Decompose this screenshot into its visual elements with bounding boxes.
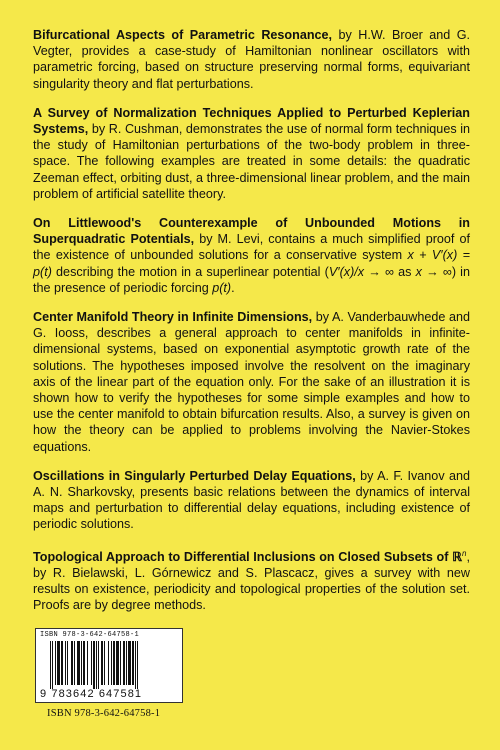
equation-forcing: p(t) (212, 280, 232, 295)
equation-potential-ratio: V′(x)/x (328, 264, 365, 279)
entry-body: by R. Cushman, demonstrates the use of normal form techniques in the study of Hamiltonian perturbations of the two-body problem in three-space. The following examples are treated in some details: the quadratic Zeeman effect, orbiting dust, a three-dimensional linear problem, and the main problem of artificial satellite theory. (33, 122, 470, 201)
entry-title: Topological Approach to Differential Inclusions on Closed Subsets of ℝ (33, 549, 463, 564)
entry-body: by A. Vanderbauwhede and G. Iooss, describes a general approach to center manifolds in infinite-dimensional systems, based on exponential asymptotic growth rate of the solutions. The hypotheses imposed involve the resolvent on the imaginary axis of the linear part of the equation only. For the sake of an illustration it is shown how to verify the hypotheses for some simple examples and how to use the center manifold to obtain bifurcation results. Also, a survey is given on how the theory can be applied to problems involving the Navier-Stokes equations. (33, 310, 471, 454)
entry-body: . (231, 280, 235, 295)
entry-title: A Survey of Normalization Techniques Applied to Perturbed Keplerian Systems, (33, 105, 470, 137)
entry-center-manifold (33, 309, 470, 455)
entry-differential-inclusions (33, 546, 470, 614)
entry-title: On Littlewood's Counterexample of Unbounded Motions in Superquadratic Potentials, (33, 216, 470, 247)
equation-conservative-system: x + V′(x) = p(t) (33, 248, 470, 279)
entry-body: by H.W. Broer and G. Vegter, provides a case-study of Hamiltonian nonlinear oscillators with parametric forcing, based on structure preserving normal forms, equivariant singularity theory and flat perturbations. (33, 28, 471, 91)
barcode-digits: 9 783642 647581 (40, 688, 143, 700)
entry-title-superscript: n (462, 548, 467, 558)
entry-parametric-resonance (33, 27, 470, 92)
barcode-icon (50, 641, 172, 689)
entry-body: by M. Levi, contains a much simplified proof of the existence of unbounded solutions for a conservative system (33, 232, 470, 263)
barcode-box (35, 628, 183, 703)
back-cover-text (33, 27, 470, 627)
entry-body: → ∞) in the presence of periodic forcing (33, 264, 470, 295)
entry-body: , by R. Bielawski, L. Górnewicz and S. Plascacz, gives a survey with new results on existence, periodicity and topological properties of the solution set. Proofs are by degree methods. (33, 549, 470, 613)
entry-keplerian-systems (33, 105, 470, 202)
entry-body: by A. F. Ivanov and A. N. Sharkovsky, presents basic relations between the dynamics of interval maps and perturbation to differential delay equations, including existence of periodic solutions. (33, 468, 470, 532)
entry-body: → ∞ as (364, 264, 416, 279)
isbn-label-bottom: ISBN 978-3-642-64758-1 (47, 708, 161, 719)
entry-title: Center Manifold Theory in Infinite Dimensions, (33, 310, 313, 325)
entry-body: describing the motion in a superlinear potential ( (51, 264, 329, 279)
entry-delay-equations (33, 468, 470, 533)
equation-variable-x: x (415, 264, 422, 279)
entry-littlewood-counterexample (33, 215, 470, 296)
isbn-label-top: ISBN 978-3-642-64758-1 (40, 631, 140, 639)
entry-title: Oscillations in Singularly Perturbed Delay Equations, (33, 468, 356, 483)
entry-title: Bifurcational Aspects of Parametric Resonance, (33, 28, 333, 42)
